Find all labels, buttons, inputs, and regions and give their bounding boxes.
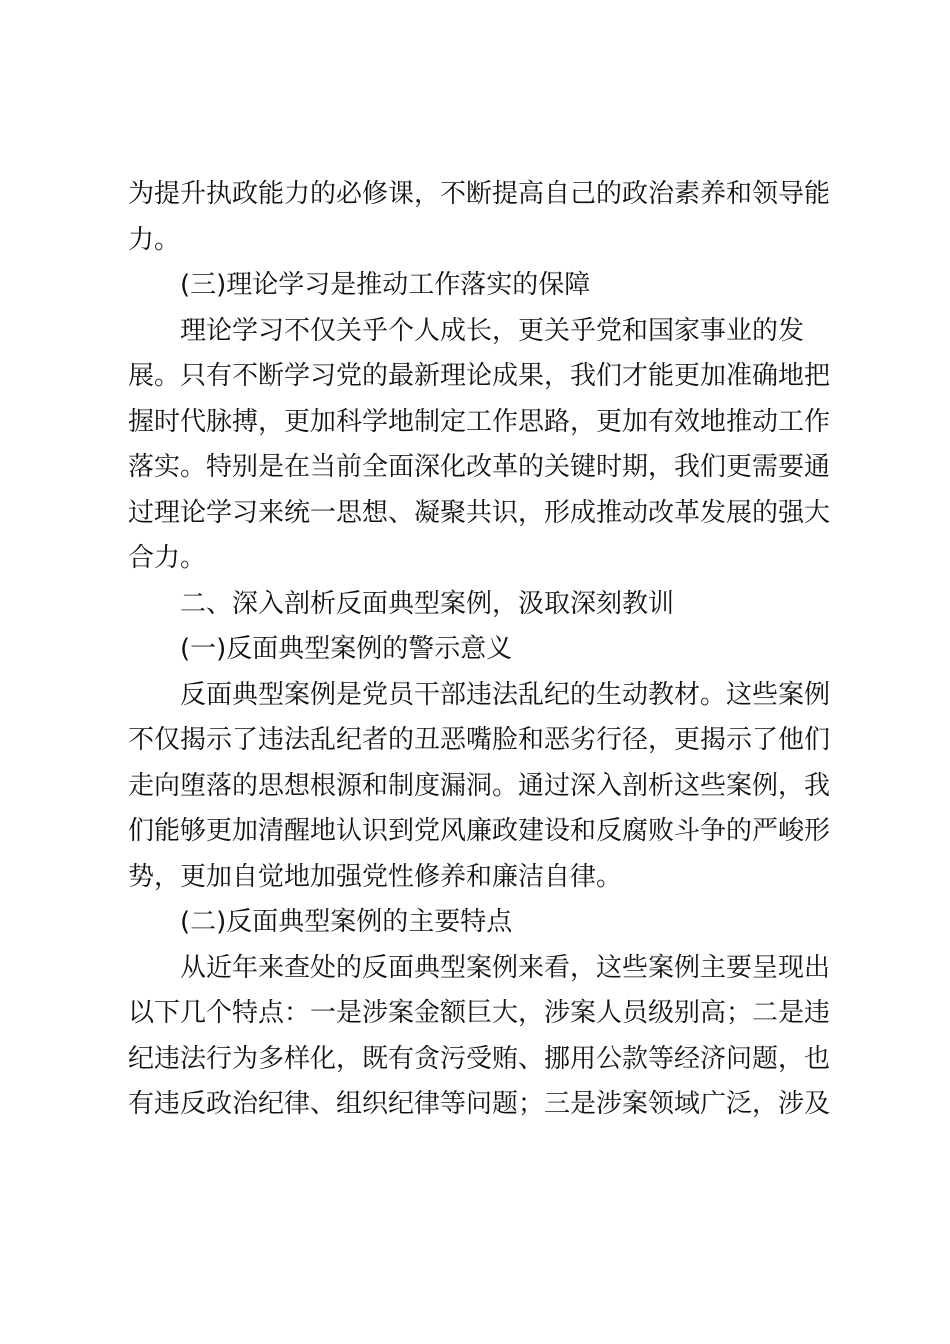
text-line: 从近年来查处的反面典型案例来看，这些案例主要呈现出 xyxy=(180,952,831,983)
text-line: 合力。 xyxy=(128,543,207,573)
text-line: 有违反政治纪律、组织纪律等问题；三是涉案领域广泛，涉及 xyxy=(128,1089,831,1119)
text-line: 握时代脉搏，更加科学地制定工作思路，更加有效地推动工作 xyxy=(128,406,831,437)
text-line: 落实。特别是在当前全面深化改革的关键时期，我们更需要通 xyxy=(128,452,831,482)
section-heading: (一)反面典型案例的警示意义 xyxy=(180,634,513,664)
document-body xyxy=(128,172,831,1128)
section-heading: (三)理论学习是推动工作落实的保障 xyxy=(180,270,591,300)
text-line: 理论学习不仅关乎个人成长，更关乎党和国家事业的发 xyxy=(180,315,805,346)
text-line: 为提升执政能力的必修课，不断提高自己的政治素养和领导能 xyxy=(128,179,831,209)
text-line: 力。 xyxy=(128,224,181,255)
text-line: 势，更加自觉地加强党性修养和廉洁自律。 xyxy=(128,861,623,892)
text-line: 纪违法行为多样化，既有贪污受贿、挪用公款等经济问题，也 xyxy=(128,1043,831,1074)
text-line: 以下几个特点：一是涉案金额巨大，涉案人员级别高；二是违 xyxy=(128,998,831,1028)
text-line: 不仅揭示了违法乱纪者的丑恶嘴脸和恶劣行径，更揭示了他们 xyxy=(128,725,831,755)
text-line: 过理论学习来统一思想、凝聚共识，形成推动改革发展的强大 xyxy=(128,497,831,528)
text-line: 展。只有不断学习党的最新理论成果，我们才能更加准确地把 xyxy=(128,361,831,391)
text-line: 反面典型案例是党员干部违法乱纪的生动教材。这些案例 xyxy=(180,679,831,710)
text-line: 们能够更加清醒地认识到党风廉政建设和反腐败斗争的严峻形 xyxy=(128,816,831,846)
section-heading: (二)反面典型案例的主要特点 xyxy=(180,907,513,937)
chapter-heading: 二、深入剖析反面典型案例，汲取深刻教训 xyxy=(180,588,675,619)
text-line: 走向堕落的思想根源和制度漏洞。通过深入剖析这些案例，我 xyxy=(128,770,831,801)
